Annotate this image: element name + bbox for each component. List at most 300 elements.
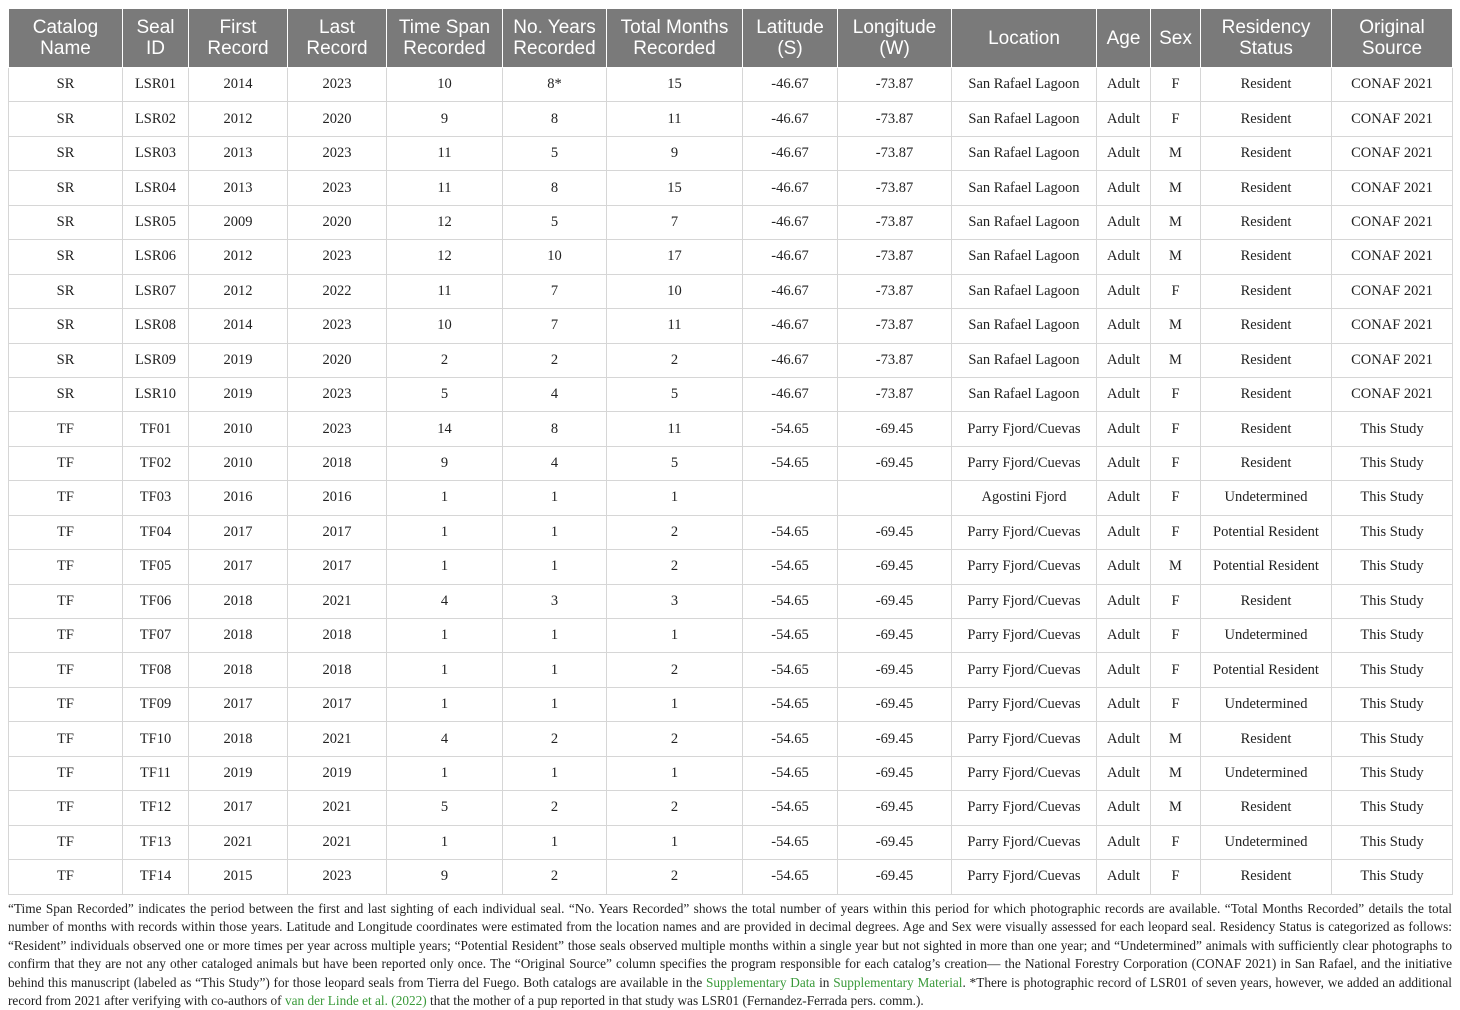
table-cell: CONAF 2021 (1332, 377, 1453, 411)
table-cell: 5 (607, 377, 743, 411)
table-cell: F (1151, 619, 1201, 653)
column-header: Latitude (S) (743, 9, 838, 68)
table-cell: 2018 (189, 619, 288, 653)
table-row (9, 309, 1453, 343)
table-cell: TF02 (123, 446, 189, 480)
footnote-text: in (815, 974, 834, 990)
table-cell: CONAF 2021 (1332, 205, 1453, 239)
table-cell: -46.67 (743, 102, 838, 136)
table-row (9, 205, 1453, 239)
table-cell: San Rafael Lagoon (952, 240, 1097, 274)
table-cell: -69.45 (838, 446, 952, 480)
table-cell: 2023 (288, 136, 387, 170)
table-cell: Parry Fjord/Cuevas (952, 412, 1097, 446)
table-cell: San Rafael Lagoon (952, 377, 1097, 411)
table-cell: Parry Fjord/Cuevas (952, 550, 1097, 584)
table-cell: M (1151, 171, 1201, 205)
table-cell: -69.45 (838, 515, 952, 549)
table-cell: 2017 (189, 791, 288, 825)
table-cell: 3 (503, 584, 607, 618)
table-cell: Adult (1097, 68, 1151, 102)
table-cell: 2021 (288, 584, 387, 618)
table-cell: TF (9, 687, 123, 721)
table-cell: 8* (503, 68, 607, 102)
table-cell: 2019 (189, 343, 288, 377)
table-cell: This Study (1332, 722, 1453, 756)
table-cell: CONAF 2021 (1332, 136, 1453, 170)
table-cell: F (1151, 584, 1201, 618)
table-cell: M (1151, 343, 1201, 377)
table-cell: -69.45 (838, 756, 952, 790)
table-cell: Parry Fjord/Cuevas (952, 653, 1097, 687)
table-cell: TF08 (123, 653, 189, 687)
table-row (9, 481, 1453, 515)
table-cell: 1 (387, 687, 503, 721)
table-cell: SR (9, 240, 123, 274)
table-cell: 2021 (288, 722, 387, 756)
table-cell: 1 (503, 687, 607, 721)
table-cell: -69.45 (838, 687, 952, 721)
table-row (9, 860, 1453, 894)
table-cell (743, 481, 838, 515)
table-cell: TF03 (123, 481, 189, 515)
table-cell: -54.65 (743, 825, 838, 859)
table-cell: SR (9, 343, 123, 377)
table-cell: Resident (1201, 240, 1332, 274)
table-cell: 1 (503, 481, 607, 515)
table-cell: TF (9, 515, 123, 549)
table-cell: M (1151, 550, 1201, 584)
table-cell: 2012 (189, 102, 288, 136)
table-cell: 8 (503, 102, 607, 136)
table-cell: This Study (1332, 481, 1453, 515)
table-cell: -54.65 (743, 722, 838, 756)
table-cell: This Study (1332, 687, 1453, 721)
column-header: Location (952, 9, 1097, 68)
table-cell: 2 (503, 722, 607, 756)
table-cell: M (1151, 136, 1201, 170)
table-cell: 2020 (288, 343, 387, 377)
table-cell: SR (9, 274, 123, 308)
table-cell: Parry Fjord/Cuevas (952, 825, 1097, 859)
table-cell: 2018 (288, 619, 387, 653)
table-cell: This Study (1332, 653, 1453, 687)
table-cell: 2023 (288, 68, 387, 102)
table-cell: F (1151, 412, 1201, 446)
table-cell: -54.65 (743, 446, 838, 480)
table-cell: TF (9, 619, 123, 653)
table-cell: LSR01 (123, 68, 189, 102)
table-cell: 2023 (288, 309, 387, 343)
table-cell: -54.65 (743, 412, 838, 446)
table-cell: Resident (1201, 205, 1332, 239)
table-cell: -54.65 (743, 687, 838, 721)
table-cell: M (1151, 309, 1201, 343)
table-cell: 2018 (288, 653, 387, 687)
table-cell: This Study (1332, 584, 1453, 618)
table-cell: 2023 (288, 860, 387, 894)
table-cell: Undetermined (1201, 687, 1332, 721)
table-cell: SR (9, 309, 123, 343)
table-cell: LSR03 (123, 136, 189, 170)
table-row (9, 274, 1453, 308)
table-cell: -73.87 (838, 171, 952, 205)
table-cell: 1 (607, 687, 743, 721)
table-cell: San Rafael Lagoon (952, 274, 1097, 308)
table-cell: TF14 (123, 860, 189, 894)
table-cell: Resident (1201, 343, 1332, 377)
footnote-text: . *There is photographic record of LSR01 of seven years, however, we added an additional record from 2021 after verifying with co-authors of (8, 974, 1452, 1009)
table-cell: 4 (387, 584, 503, 618)
table-cell: Undetermined (1201, 825, 1332, 859)
table-cell: 1 (607, 619, 743, 653)
footnote-text: that the mother of a pup reported in that study was LSR01 (Fernandez-Ferrada pers. comm.). (426, 993, 924, 1009)
header-row (9, 9, 1453, 68)
table-cell: Parry Fjord/Cuevas (952, 860, 1097, 894)
table-cell: Adult (1097, 343, 1151, 377)
table-cell: Adult (1097, 791, 1151, 825)
table-cell: F (1151, 653, 1201, 687)
table-row (9, 240, 1453, 274)
column-header: Residency Status (1201, 9, 1332, 68)
table-cell: 2 (387, 343, 503, 377)
table-cell: LSR08 (123, 309, 189, 343)
table-cell: 1 (387, 550, 503, 584)
table-cell: This Study (1332, 756, 1453, 790)
table-cell: Resident (1201, 791, 1332, 825)
table-cell: Resident (1201, 860, 1332, 894)
table-cell: SR (9, 205, 123, 239)
table-cell: SR (9, 171, 123, 205)
table-cell: 2019 (189, 756, 288, 790)
table-cell: 2009 (189, 205, 288, 239)
table-cell: 17 (607, 240, 743, 274)
table-cell: Resident (1201, 171, 1332, 205)
table-cell: F (1151, 481, 1201, 515)
table-cell: 11 (607, 412, 743, 446)
table-cell: San Rafael Lagoon (952, 343, 1097, 377)
table-cell: 2017 (288, 515, 387, 549)
table-cell: F (1151, 68, 1201, 102)
table-cell: This Study (1332, 446, 1453, 480)
supplementary-data-link[interactable]: Supplementary Data (705, 974, 816, 990)
table-cell: 4 (503, 446, 607, 480)
table-cell: 2 (607, 860, 743, 894)
data-table-container (8, 8, 1452, 895)
table-cell: -54.65 (743, 584, 838, 618)
table-cell: 1 (387, 515, 503, 549)
table-cell: 1 (387, 481, 503, 515)
table-row (9, 825, 1453, 859)
table-cell: 2 (607, 653, 743, 687)
table-cell: F (1151, 274, 1201, 308)
table-cell: 2 (503, 791, 607, 825)
column-header: Seal ID (123, 9, 189, 68)
table-cell: 1 (387, 825, 503, 859)
table-cell: 2020 (288, 205, 387, 239)
column-header: Time Span Recorded (387, 9, 503, 68)
table-cell: -54.65 (743, 791, 838, 825)
table-cell: Adult (1097, 102, 1151, 136)
table-cell: Adult (1097, 619, 1151, 653)
table-cell: -73.87 (838, 377, 952, 411)
table-cell: F (1151, 860, 1201, 894)
table-cell: 5 (503, 136, 607, 170)
table-cell: San Rafael Lagoon (952, 309, 1097, 343)
table-cell: 2 (607, 515, 743, 549)
table-cell: -73.87 (838, 274, 952, 308)
table-cell: -46.67 (743, 274, 838, 308)
table-cell: Adult (1097, 171, 1151, 205)
table-cell: F (1151, 825, 1201, 859)
table-cell: -46.67 (743, 68, 838, 102)
table-cell: 2012 (189, 274, 288, 308)
table-cell: 15 (607, 171, 743, 205)
table-row (9, 515, 1453, 549)
table-cell: M (1151, 756, 1201, 790)
table-cell: LSR07 (123, 274, 189, 308)
table-cell: M (1151, 722, 1201, 756)
table-cell: Resident (1201, 274, 1332, 308)
table-row (9, 171, 1453, 205)
table-footnote (8, 900, 1452, 1010)
table-cell: This Study (1332, 550, 1453, 584)
table-cell: Adult (1097, 136, 1151, 170)
table-cell: 7 (503, 309, 607, 343)
table-cell: CONAF 2021 (1332, 274, 1453, 308)
column-header: Longitude (W) (838, 9, 952, 68)
table-cell: -54.65 (743, 756, 838, 790)
table-cell: 9 (387, 102, 503, 136)
table-cell: Adult (1097, 825, 1151, 859)
table-cell: 2017 (288, 550, 387, 584)
table-cell: 11 (387, 136, 503, 170)
table-row (9, 377, 1453, 411)
table-cell: TF (9, 550, 123, 584)
table-cell: TF04 (123, 515, 189, 549)
table-cell: 2023 (288, 412, 387, 446)
table-cell: -54.65 (743, 619, 838, 653)
table-cell: San Rafael Lagoon (952, 102, 1097, 136)
table-cell: 2023 (288, 377, 387, 411)
column-header: Sex (1151, 9, 1201, 68)
table-cell: Adult (1097, 481, 1151, 515)
table-cell: 11 (387, 274, 503, 308)
table-cell: 1 (503, 653, 607, 687)
table-cell: This Study (1332, 412, 1453, 446)
column-header: Catalog Name (9, 9, 123, 68)
table-cell: TF07 (123, 619, 189, 653)
table-cell: -46.67 (743, 136, 838, 170)
table-cell: LSR06 (123, 240, 189, 274)
table-cell: LSR02 (123, 102, 189, 136)
table-cell: -73.87 (838, 136, 952, 170)
table-cell: TF05 (123, 550, 189, 584)
table-cell: TF (9, 825, 123, 859)
table-cell: M (1151, 240, 1201, 274)
table-cell: Resident (1201, 584, 1332, 618)
table-cell: -69.45 (838, 860, 952, 894)
table-cell: 11 (607, 102, 743, 136)
table-row (9, 619, 1453, 653)
table-cell: 11 (387, 171, 503, 205)
table-cell: -69.45 (838, 653, 952, 687)
table-cell: 2021 (288, 825, 387, 859)
table-cell: 7 (607, 205, 743, 239)
table-cell: This Study (1332, 791, 1453, 825)
table-cell: Adult (1097, 377, 1151, 411)
table-cell: LSR09 (123, 343, 189, 377)
table-cell: F (1151, 446, 1201, 480)
table-cell: -69.45 (838, 722, 952, 756)
table-cell: Adult (1097, 756, 1151, 790)
column-header: First Record (189, 9, 288, 68)
table-cell: 2021 (189, 825, 288, 859)
table-cell: Adult (1097, 240, 1151, 274)
table-cell: TF (9, 653, 123, 687)
table-cell: 2 (503, 860, 607, 894)
table-cell: 14 (387, 412, 503, 446)
table-cell: LSR10 (123, 377, 189, 411)
table-cell: -46.67 (743, 240, 838, 274)
table-cell: Potential Resident (1201, 653, 1332, 687)
table-cell: 1 (607, 756, 743, 790)
table-cell: 2014 (189, 309, 288, 343)
column-header: Original Source (1332, 9, 1453, 68)
table-cell: M (1151, 791, 1201, 825)
table-cell: TF (9, 481, 123, 515)
table-cell: CONAF 2021 (1332, 68, 1453, 102)
table-cell: SR (9, 102, 123, 136)
table-cell: -54.65 (743, 550, 838, 584)
table-cell: 2020 (288, 102, 387, 136)
table-cell: TF (9, 722, 123, 756)
table-cell: 2023 (288, 171, 387, 205)
table-row (9, 687, 1453, 721)
table-cell: SR (9, 136, 123, 170)
column-header: Last Record (288, 9, 387, 68)
table-cell: Adult (1097, 584, 1151, 618)
table-cell: San Rafael Lagoon (952, 68, 1097, 102)
column-header: No. Years Recorded (503, 9, 607, 68)
table-cell: 2016 (189, 481, 288, 515)
table-cell: 5 (387, 791, 503, 825)
table-cell: 2 (607, 343, 743, 377)
table-cell: Resident (1201, 68, 1332, 102)
table-cell: -46.67 (743, 171, 838, 205)
table-cell: -69.45 (838, 584, 952, 618)
table-cell: Adult (1097, 205, 1151, 239)
table-cell: This Study (1332, 515, 1453, 549)
table-cell: Potential Resident (1201, 515, 1332, 549)
table-cell: Adult (1097, 309, 1151, 343)
table-cell: Adult (1097, 515, 1151, 549)
table-cell: Parry Fjord/Cuevas (952, 687, 1097, 721)
table-cell: 10 (503, 240, 607, 274)
table-cell: 1 (503, 515, 607, 549)
table-cell: 2019 (288, 756, 387, 790)
table-cell: Adult (1097, 722, 1151, 756)
table-cell: Parry Fjord/Cuevas (952, 791, 1097, 825)
table-cell: 4 (387, 722, 503, 756)
table-cell: -54.65 (743, 515, 838, 549)
table-cell: Parry Fjord/Cuevas (952, 619, 1097, 653)
table-cell: San Rafael Lagoon (952, 136, 1097, 170)
table-cell: -69.45 (838, 619, 952, 653)
table-cell: TF (9, 860, 123, 894)
table-cell: TF (9, 756, 123, 790)
table-cell: TF (9, 412, 123, 446)
table-cell: Resident (1201, 446, 1332, 480)
table-cell: Agostini Fjord (952, 481, 1097, 515)
table-cell: SR (9, 68, 123, 102)
citation-link[interactable]: van der Linde et al. (2022) (284, 993, 427, 1009)
table-cell: SR (9, 377, 123, 411)
table-cell: 4 (503, 377, 607, 411)
table-row (9, 722, 1453, 756)
supplementary-material-link[interactable]: Supplementary Material (833, 974, 963, 990)
table-cell: Undetermined (1201, 619, 1332, 653)
table-cell: 2017 (189, 515, 288, 549)
table-cell: -69.45 (838, 550, 952, 584)
table-cell: 7 (503, 274, 607, 308)
table-cell: 2023 (288, 240, 387, 274)
footnote-text: “Time Span Recorded” indicates the period between the first and last sighting of each individual seal. “No. Years Recorded” shows the total number of years within this period for which photographic records are available. “Total Months Recorded” details the total number of months with records within those years. Latitude and Longitude coordinates were estimated from the location names and are provided in decimal degrees. Age and Sex were visually assessed for each leopard seal. Residency Status is categorized as follows: “Resident” individuals observed one or more times per year across multiple years; “Potential Resident” those seals observed multiple months within a single year but not sighted in more than one year; and “Undetermined” animals with sufficiently clear photographs to confirm that they are not any other cataloged animals but have been reported only once. The “Original Source” column specifies the program responsible for each catalog’s creation— the National Forestry Corporation (CONAF 2021) in San Rafael, and the initiative behind this manuscript (labeled as “This Study”) for those leopard seals from Tierra del Fuego. Both catalogs are available in the (8, 901, 1452, 990)
table-cell: CONAF 2021 (1332, 309, 1453, 343)
table-cell: F (1151, 515, 1201, 549)
table-cell: This Study (1332, 825, 1453, 859)
table-cell: 2010 (189, 446, 288, 480)
table-row (9, 136, 1453, 170)
table-cell: 2013 (189, 136, 288, 170)
table-cell: 2017 (288, 687, 387, 721)
table-cell: CONAF 2021 (1332, 343, 1453, 377)
table-cell: 10 (387, 68, 503, 102)
table-cell: -69.45 (838, 825, 952, 859)
table-cell: 2 (607, 791, 743, 825)
table-cell: 2012 (189, 240, 288, 274)
table-cell: This Study (1332, 860, 1453, 894)
table-cell: 15 (607, 68, 743, 102)
table-body (9, 68, 1453, 895)
table-cell: -69.45 (838, 791, 952, 825)
table-cell: F (1151, 102, 1201, 136)
table-cell: LSR04 (123, 171, 189, 205)
table-cell: TF10 (123, 722, 189, 756)
table-cell: Adult (1097, 446, 1151, 480)
table-cell: Resident (1201, 722, 1332, 756)
table-cell: 1 (387, 653, 503, 687)
table-cell: Parry Fjord/Cuevas (952, 756, 1097, 790)
table-cell: LSR05 (123, 205, 189, 239)
table-cell: 12 (387, 240, 503, 274)
table-cell: TF11 (123, 756, 189, 790)
table-cell: 1 (503, 619, 607, 653)
table-cell: Adult (1097, 860, 1151, 894)
table-cell: Potential Resident (1201, 550, 1332, 584)
table-cell: 2014 (189, 68, 288, 102)
table-cell: -54.65 (743, 860, 838, 894)
table-cell: -46.67 (743, 205, 838, 239)
table-cell: Parry Fjord/Cuevas (952, 722, 1097, 756)
table-cell: 1 (387, 619, 503, 653)
table-cell: CONAF 2021 (1332, 171, 1453, 205)
table-cell: 2013 (189, 171, 288, 205)
table-cell: 2015 (189, 860, 288, 894)
table-cell: TF06 (123, 584, 189, 618)
table-row (9, 343, 1453, 377)
table-cell: Undetermined (1201, 481, 1332, 515)
